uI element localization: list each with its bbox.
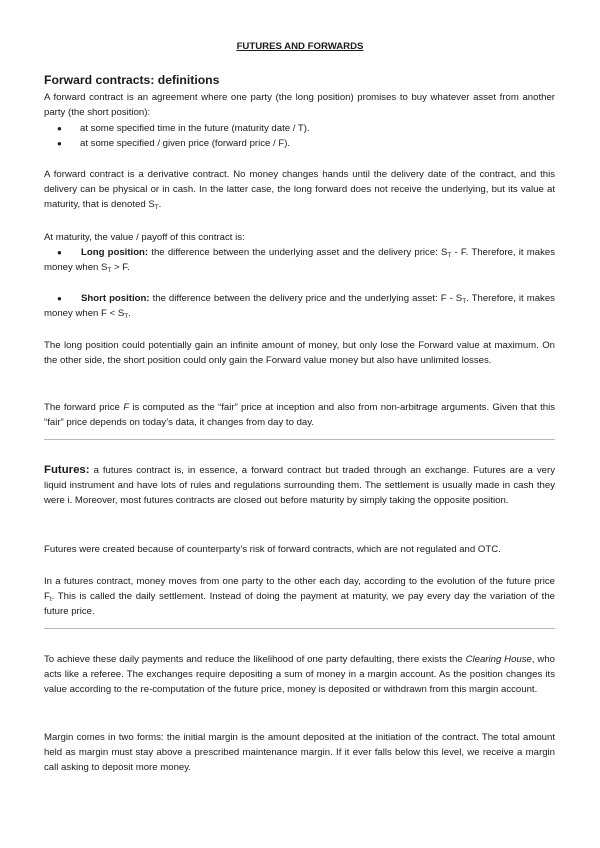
gains-losses-paragraph: The long position could potentially gain an infinite amount of money, but only lose the Forward value at maximum. On the other side, the short position could only gain the Forward value money but also have unlimited losses. <box>44 340 555 367</box>
list-item: ● at some specified / given price (forward price / F). <box>44 136 555 151</box>
short-position-text-c: . <box>128 308 131 320</box>
long-position-paragraph <box>44 245 555 275</box>
long-position-text-c: > F. <box>111 262 130 274</box>
list-item: ● at some specified time in the future (maturity date / T). <box>44 121 555 136</box>
daily-settlement-text-a: In a futures contract, money moves from one party to the other each day, according to the evolution of the future price F <box>44 576 555 603</box>
section-divider <box>44 439 555 440</box>
subscript: T <box>462 298 467 305</box>
subscript: t <box>49 596 52 604</box>
forward-price-text-a: The forward price <box>44 402 124 413</box>
long-position-label: Long position: <box>81 247 149 258</box>
long-position-text-b: - F. Therefore, it makes money when S <box>44 247 556 274</box>
payoff-intro-paragraph: At maturity, the value / payoff of this contract is: <box>44 232 245 243</box>
section-divider <box>44 628 555 629</box>
clearing-house-text-a: To achieve these daily payments and reduce the likelihood of one party defaulting, there exists the <box>44 654 466 665</box>
forward-price-text-b: is computed as the “fair” price at inception and also from non-arbitrage arguments. Given that this “fair” price depends on today’s data, it changes from day to day. <box>44 402 555 429</box>
clearing-house-paragraph <box>44 652 555 698</box>
daily-settlement-text-b: . This is called the daily settlement. Instead of doing the payment at maturity, we pay every day the variation of the future price. <box>44 591 555 618</box>
forward-contracts-heading: Forward contracts: definitions <box>44 73 220 87</box>
bullet-icon: ● <box>57 294 62 303</box>
futures-definition-paragraph <box>44 463 555 509</box>
short-position-text-b: . Therefore, it makes money when F < S <box>44 293 555 320</box>
long-position-text-a: the difference between the underlying asset and the delivery price: S <box>148 247 448 258</box>
bullet-icon: ● <box>57 248 62 257</box>
clearing-house-text-b: , who acts like a referee. The exchanges require depositing a sum of money in a margin account. As the position changes its value according to the re-computation of the future price, money is deposited or withdrawn from this margin account. <box>44 654 555 696</box>
clearing-house-term: Clearing House <box>465 654 532 665</box>
short-position-text-a: the difference between the delivery price and the underlying asset: F - S <box>149 293 463 304</box>
derivative-text: A forward contract is a derivative contract. No money changes hands until the delivery date of the contract, and this delivery can be physical or in cash. In the latter case, the long forward does not receive the underlying, but its value at maturity, that is denoted S <box>44 169 555 211</box>
daily-settlement-paragraph <box>44 574 555 620</box>
subscript: T <box>447 252 452 259</box>
forward-price-symbol: F <box>123 402 130 413</box>
futures-label: Futures: <box>44 464 90 476</box>
derivative-paragraph <box>44 167 555 213</box>
document-title: FUTURES AND FORWARDS <box>236 41 364 52</box>
short-position-label: Short position: <box>81 293 150 304</box>
subscript: T <box>124 313 129 321</box>
forward-conditions-list <box>44 121 555 151</box>
period: . <box>158 199 162 211</box>
subscript: T <box>154 204 159 212</box>
forward-price-paragraph <box>44 400 555 430</box>
short-position-paragraph <box>44 291 555 321</box>
futures-definition-text: a futures contract is, in essence, a forward contract but traded through an exchange. Futures are a very liquid instrument and have lots of rules and regulations surrounding them. The settlement is usually made in cash they were i. Moreover, most futures contracts are closed out before maturity by simply taking the opposite position. <box>44 465 555 507</box>
margin-paragraph: Margin comes in two forms: the initial margin is the amount deposited at the initiation of the contract. The total amount held as margin must stay above a prescribed maintenance margin. If it ever falls below this level, we receive a margin call asking to deposit more money. <box>44 732 555 774</box>
forward-definition-paragraph: A forward contract is an agreement where one party (the long position) promises to buy whatever asset from another party (the short position): <box>44 92 555 119</box>
subscript: T <box>107 267 112 275</box>
futures-origin-paragraph: Futures were created because of counterparty’s risk of forward contracts, which are not regulated and OTC. <box>44 544 501 555</box>
